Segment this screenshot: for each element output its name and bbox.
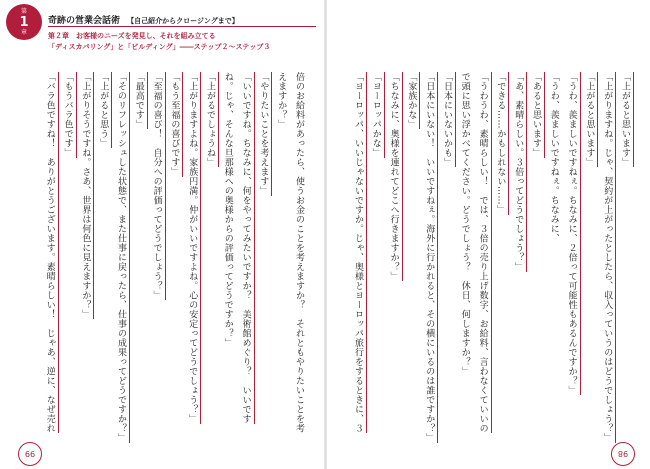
text-column: 「うわ、羨ましいですねぇ。ちなみに、 [548, 72, 559, 243]
chapter-badge [6, 4, 42, 40]
text-column: 「上がると思う」 [96, 72, 112, 148]
text-column: 「うわうわ、素晴らしい！ では、３倍の売り上げ数字、お給料、言わなくていいの [476, 72, 492, 433]
chapter-heading [48, 31, 270, 53]
text-column: えますか？」 [276, 72, 287, 129]
text-column: で頭に思い浮かべてください。どうでしょう？ 休日、何しますか？」 [459, 72, 470, 376]
text-column: 「上がると思います」 [582, 72, 598, 167]
text-column: 「そのリフレッシュした状態で、また仕事に戻ったら、仕事の成果ってどうですか？」 [114, 72, 130, 443]
text-column: 「バラ色ですね！ ありがとうございます。素晴らしい！ じゃあ、逆に、なぜ売れ [43, 72, 59, 433]
text-column: 「いいですね。ちなみに、何をやってみたいですか？ 美術館めぐり？ いいです [239, 72, 255, 424]
text-column: 「家族かな」 [404, 72, 420, 129]
left-page-number: 99 [18, 442, 42, 466]
chapter-heading-line2: 「ディスカバリング」と「ビルディング」――ステップ２～ステップ３ [48, 43, 271, 51]
text-column: 「できる……かもしれない……」 [493, 72, 509, 215]
text-column: 「もうバラ色です」 [61, 72, 77, 158]
text-column: 「上がると思います」 [618, 72, 634, 167]
text-column: 「ヨーロッパ、いいじゃないですか。じゃ、奥様とヨーロッパ旅行をするときに、３ [351, 72, 367, 433]
text-column: 「上がりますね。じゃ、契約が上がったとしたら、収入っていうのはどうでしょう？」 [600, 72, 616, 443]
chapter-badge-label: 第 [20, 7, 27, 15]
right-page-number: 98 [611, 442, 635, 466]
text-column: 「上がるでしょうね」 [203, 72, 219, 167]
text-column: 「ちなみに、奥様を連れてどこへ行きますか？」 [387, 72, 403, 281]
book-title [48, 13, 239, 26]
book-title-main: 奇跡の営業会話術 [48, 16, 121, 26]
text-column: 「上がりそうですね。さあ、世界は何色に見えますか？」 [78, 72, 94, 319]
chapter-badge-suffix: 章 [20, 28, 27, 36]
text-column: 「もう至福の喜びです」 [167, 72, 183, 177]
text-column: 倍のお給料があったら、使うお金のことを考えますか？ それともやりたいことを考 [294, 72, 304, 433]
book-title-subtitle: 【自己紹介からクロージングまで】 [127, 17, 239, 25]
text-column: 「日本にいないかも」 [440, 72, 456, 167]
text-column: 「うわ、羨ましいですねぇ。ちなみに、２倍って可能性もあるんですか？」 [565, 72, 581, 395]
header-rule [48, 26, 316, 27]
text-column: ね。じゃ、そんな旦那様への奥様からの評価ってどうですか？」 [222, 72, 233, 348]
text-column: 「やりたいことを考えます」 [256, 72, 272, 196]
text-column: 「最高です」 [132, 72, 148, 129]
chapter-heading-line1: 第２章 お客様のニーズを発見し、それを組み立てる [48, 32, 216, 40]
text-column: 「日本にいない！ いいですねぇ。海外に行かれると、その横にいるのは誰ですか？」 [422, 72, 438, 443]
text-column: 「至福の喜び！ 自分への評価ってどうでしょう？」 [150, 72, 166, 300]
page-gutter [324, 0, 327, 469]
text-column: 「あると思います」 [529, 72, 545, 158]
text-column: 「ヨーロッパかな」 [369, 72, 385, 158]
chapter-badge-number: 1 [19, 14, 29, 30]
text-column: 「あ、素晴らしい。３倍ってどうでしょう？」 [511, 72, 527, 272]
text-column: 「上がりますよね。家族円満。仲がいいですよね。心の安定ってどうでしょう？」 [185, 72, 201, 424]
